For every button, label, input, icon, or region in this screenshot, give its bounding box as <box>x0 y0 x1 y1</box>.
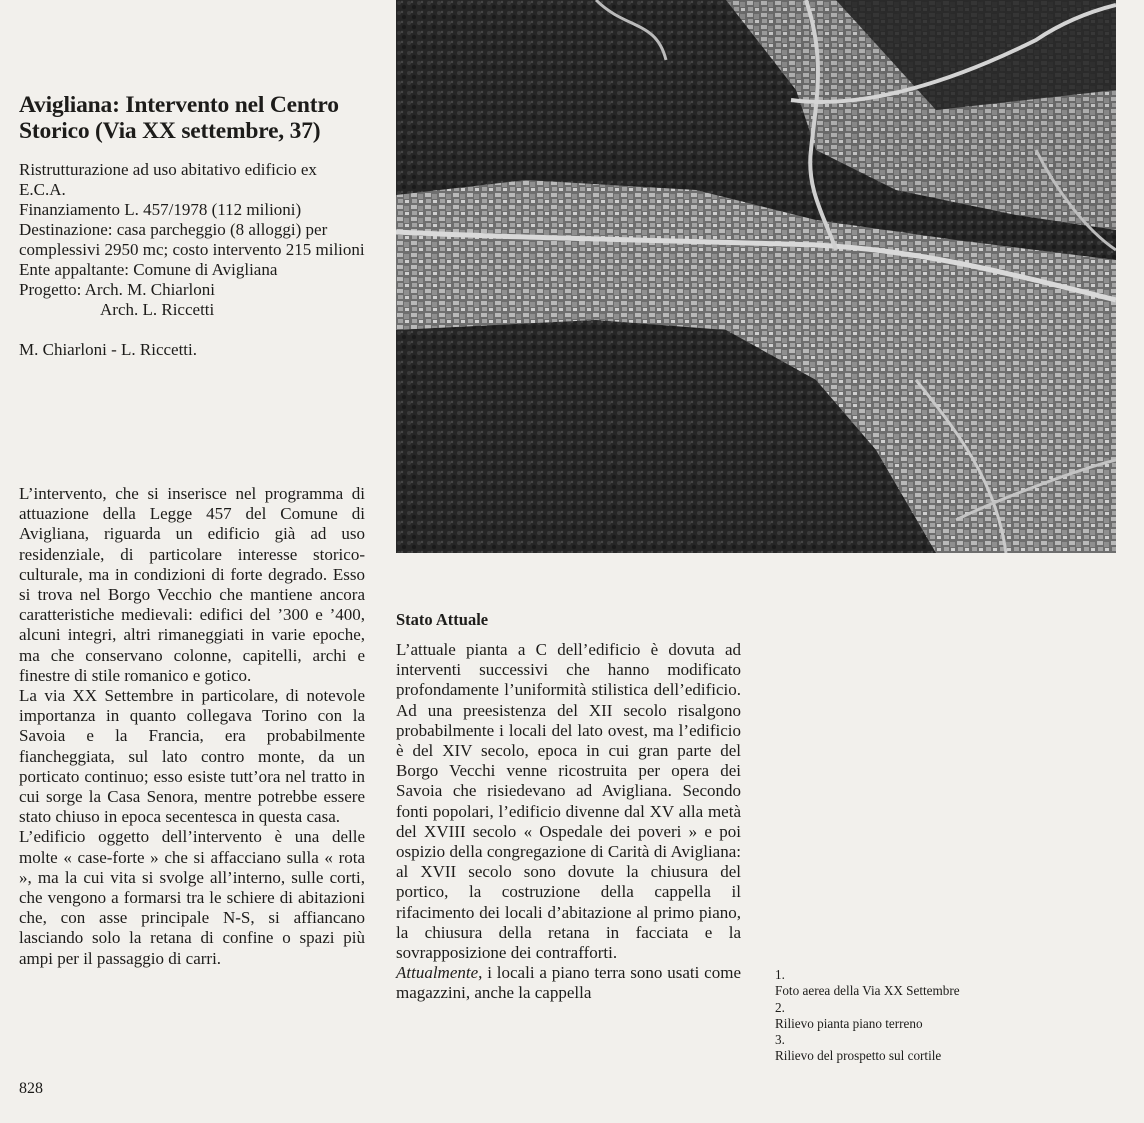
authors: M. Chiarloni - L. Riccetti. <box>19 340 197 359</box>
caption-number: 1. <box>775 967 785 982</box>
paragraph-text: , i locali a piano terra sono usati come magazzini, anche la cappella <box>396 963 741 1003</box>
paragraph <box>396 640 741 1004</box>
section-heading-block <box>396 610 741 641</box>
caption-text: Foto aerea della Via XX Settembre <box>775 983 960 999</box>
section-title: Stato Attuale <box>396 610 489 629</box>
detail-line: Finanziamento L. 457/1978 (112 milioni) <box>19 200 302 219</box>
paragraph: L’edificio oggetto dell’intervento è una delle molte « case-forte » che si affacciano sulla « rota », ma la cui vita si svolge all’interno, sulle corti, che vengono a formarsi tra le schiere di abitazioni che, con asse principale N-S, si affiancano lasciando solo la retana di confine o spazi più ampi per il passaggio di carri. <box>19 827 365 968</box>
caption-text: Rilievo del prospetto sul cortile <box>775 1048 942 1064</box>
italic-word: Attualmente <box>396 963 479 983</box>
aerial-photo <box>396 0 1116 553</box>
paragraph-text: L’attuale pianta a C dell’edificio è dovuta ad interventi successivi che hanno modificato profondamente l’uniformità stilistica dell’edificio. Ad una preesistenza del XII secolo risalgono probabilmente i locali del lato ovest, ma l’edificio è del XIV secolo, epoca in cui gran parte del Borgo Vecchi venne ricostruita per opera dei Savoia che risiedevano ad Avigliana. Secondo fonti popolari, l’edificio divenne dal XV alla metà del XVIII secolo « Ospedale dei poveri » e poi ospizio della congregazione di Carità di Avigliana: al XVII secolo sono dovute la chiusura del portico, la costruzione della cappella il rifacimento dei locali d’abitazione al primo piano, la chiusura della retana in facciata e la sovrapposizione dei contrafforti. <box>396 640 741 963</box>
page-number: 828 <box>19 1080 43 1097</box>
article-title: Avigliana: Intervento nel Centro Storico (Via XX settembre, 37) <box>19 92 339 144</box>
caption-text: Rilievo pianta piano terreno <box>775 1015 923 1031</box>
paragraph: La via XX Settembre in particolare, di notevole importanza in quanto collegava Torino con la Savoia e la Francia, era probabilmente fiancheggiata, sul lato contro monte, da un porticato continuo; esso esiste tutt’ora nel tratto in cui sorge la Casa Senora, mentre potrebbe essere stato chiuso in epoca secentesca in questa casa. <box>19 686 365 827</box>
project-details <box>19 160 365 320</box>
detail-line: Progetto: Arch. M. Chiarloni <box>19 280 215 299</box>
left-body-text <box>19 484 365 969</box>
detail-line: Arch. L. Riccetti <box>100 300 215 319</box>
caption-number: 2. <box>775 999 785 1015</box>
detail-line: Destinazione: casa parcheggio (8 alloggi) per complessivi 2950 mc; costo intervento 215 milioni <box>19 220 365 259</box>
header-block <box>19 92 365 360</box>
caption-number: 3. <box>775 1032 785 1048</box>
paragraph: L’intervento, che si inserisce nel programma di attuazione della Legge 457 del Comune di Avigliana, riguarda un edificio già ad uso residenziale, di particolare interesse storico-culturale, ma in condizioni di forte degrado. Esso si trova nel Borgo Vecchio che mantiene ancora caratteristiche medievali: edifici del ’300 e ’400, alcuni integri, altri rimaneggiati in varie epoche, ma che conservano colonne, capitelli, archi e finestre di stile romanico e gotico. <box>19 484 365 685</box>
detail-line: Ristrutturazione ad uso abitativo edificio ex E.C.A. <box>19 160 322 199</box>
mid-body-text <box>396 640 741 1004</box>
detail-line: Ente appaltante: Comune di Avigliana <box>19 260 278 279</box>
figure-captions <box>775 967 1035 1065</box>
